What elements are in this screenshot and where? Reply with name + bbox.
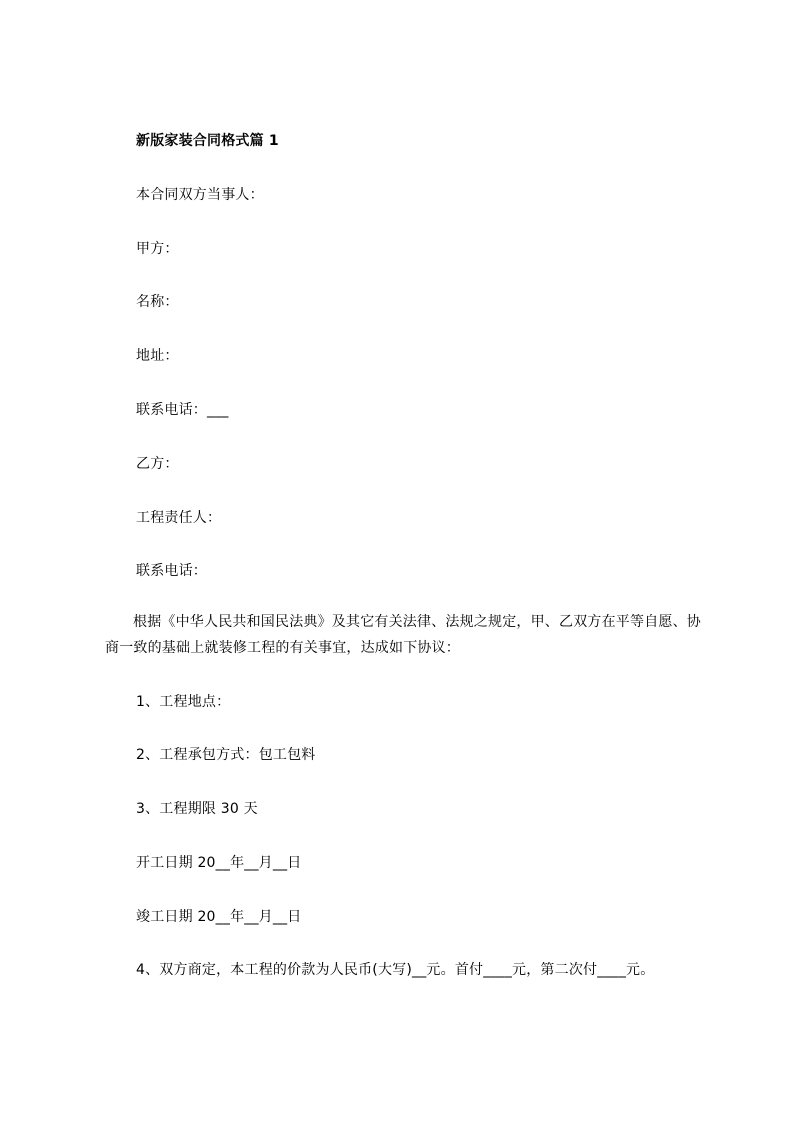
completion-date-line: 竣工日期 20__年__月__日 bbox=[136, 909, 302, 925]
start-date-line: 开工日期 20__年__月__日 bbox=[136, 855, 302, 871]
document-title: 新版家装合同格式篇 1 bbox=[136, 133, 279, 149]
clause-duration: 3、工程期限 30 天 bbox=[136, 801, 258, 817]
name-field-label: 名称： bbox=[136, 294, 179, 310]
party-a-phone-label: 联系电话：___ bbox=[136, 402, 229, 418]
agreement-preamble: 根据《中华人民共和国民法典》及其它有关法律、法规之规定，甲、乙双方在平等自愿、协商一致的基础上就装修工程的有关事宜，达成如下协议： bbox=[105, 614, 701, 656]
clause-price: 4、双方商定，本工程的价款为人民币(大写)__元。首付____元，第二次付____元。 bbox=[136, 962, 655, 978]
party-b-phone-label: 联系电话： bbox=[136, 563, 207, 579]
party-a-label: 甲方： bbox=[136, 241, 179, 257]
parties-heading: 本合同双方当事人： bbox=[136, 187, 264, 203]
project-manager-label: 工程责任人： bbox=[136, 510, 222, 526]
party-b-label: 乙方： bbox=[136, 456, 179, 472]
clause-contract-method: 2、工程承包方式：包工包料 bbox=[136, 747, 316, 763]
address-field-label: 地址： bbox=[136, 348, 179, 364]
clause-location: 1、工程地点： bbox=[136, 694, 231, 710]
